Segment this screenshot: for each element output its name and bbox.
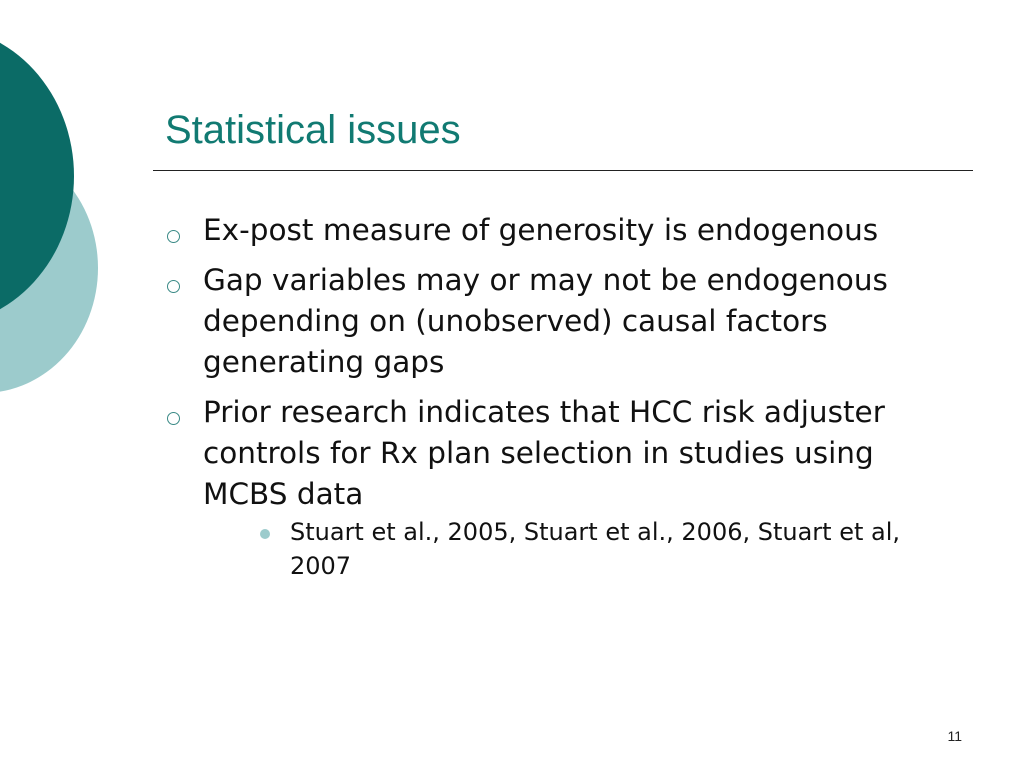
bullet-text: Ex-post measure of generosity is endogenous xyxy=(203,213,879,247)
bullet-text: Prior research indicates that HCC risk adjuster controls for Rx plan selection in studies using MCBS data xyxy=(203,395,885,511)
slide-title: Statistical issues xyxy=(165,108,461,152)
hollow-circle-icon xyxy=(167,280,180,293)
hollow-circle-icon xyxy=(167,230,180,243)
filled-circle-icon xyxy=(260,529,270,539)
bullet-item xyxy=(160,260,950,383)
bullet-item xyxy=(160,392,950,583)
sub-bullet-item xyxy=(246,515,950,583)
sub-bullet-text: Stuart et al., 2005, Stuart et al., 2006, Stuart et al, 2007 xyxy=(290,518,901,580)
bullet-text: Gap variables may or may not be endogenous depending on (unobserved) causal factors generating gaps xyxy=(203,263,888,379)
page-number: 11 xyxy=(947,728,962,744)
hollow-circle-icon xyxy=(167,412,180,425)
bullet-list xyxy=(160,210,950,592)
bullet-item xyxy=(160,210,950,251)
sub-bullet-list xyxy=(203,515,950,583)
title-divider xyxy=(153,170,973,171)
